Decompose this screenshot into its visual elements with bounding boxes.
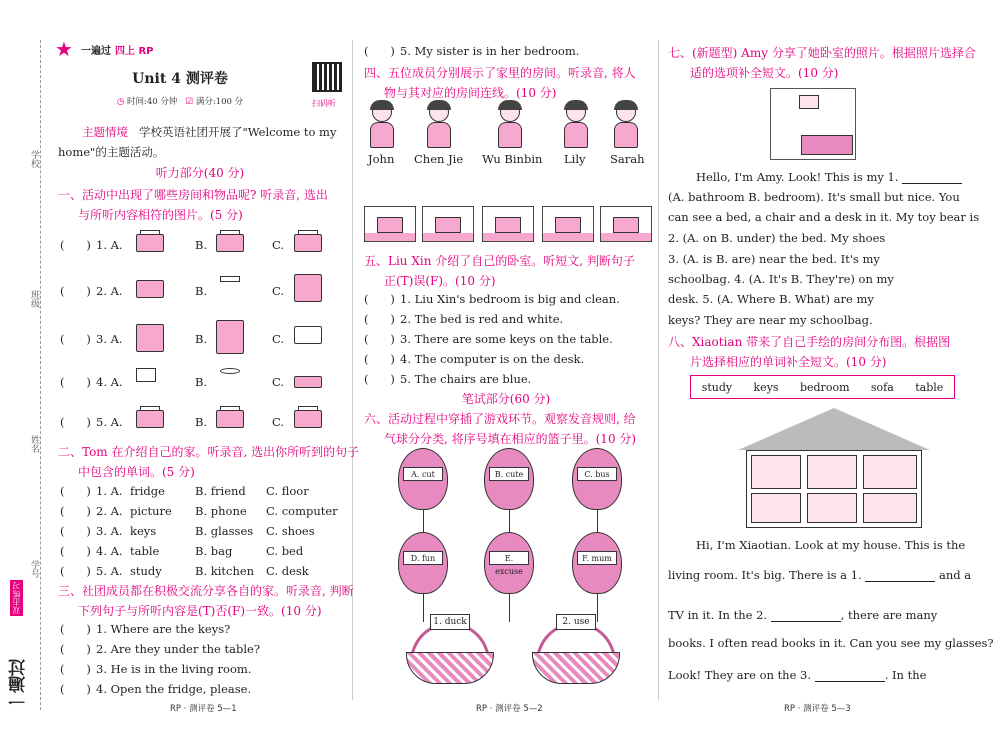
- sec8-line-4: books. I often read books in it. Can you see my glasses?: [668, 636, 994, 650]
- answer-paren[interactable]: ( ): [60, 284, 91, 298]
- sec7-line-8: keys? They are near my schoolbag.: [668, 313, 873, 327]
- answer-paren[interactable]: ( ): [364, 332, 395, 346]
- phone-picture[interactable]: [290, 366, 326, 392]
- sec4-title-2: 物与其对应的房间连线。(10 分): [384, 86, 557, 100]
- option-a: study: [130, 564, 162, 578]
- scenario-label: 主题情境: [82, 125, 128, 139]
- balloon-label: A. cut: [403, 467, 443, 481]
- sec5-item-2: 2. The bed is red and white.: [400, 312, 564, 326]
- vertical-brand: [6, 580, 28, 710]
- answer-paren[interactable]: ( ): [60, 332, 91, 346]
- option-c: C. shoes: [266, 524, 315, 538]
- clock-icon: ◷: [116, 97, 125, 107]
- word-table[interactable]: table: [915, 380, 944, 394]
- answer-paren[interactable]: ( ): [60, 375, 91, 389]
- sec8-line-5: Look! They are on the 3. . In the: [668, 668, 927, 682]
- option-c-label: C.: [272, 332, 285, 346]
- sec5-item-3: 3. There are some keys on the table.: [400, 332, 613, 346]
- balloon-label: C. bus: [577, 467, 617, 481]
- sec6-title-2: 气球分分类, 将序号填在相应的篮子里。(10 分): [384, 432, 637, 446]
- sec2-title-1: 二、Tom 在介绍自己的家。听录音, 选出你所听到的句子: [58, 445, 360, 459]
- sec3-title-2: 下列句子与所听内容是(T)否(F)一致。(10 分): [78, 604, 322, 618]
- brand-name: 一遍过: [81, 45, 111, 57]
- window-icon: [799, 95, 819, 109]
- option-c: C. computer: [266, 504, 338, 518]
- question-number: 4. A.: [96, 544, 123, 558]
- sec1-title-1: 一、活动中出现了哪些房间和物品呢? 听录音, 选出: [58, 188, 328, 202]
- balloon-e[interactable]: [484, 532, 534, 594]
- exam-meta: [55, 95, 305, 107]
- star-logo-icon: ★: [55, 37, 73, 61]
- lily-avatar: [558, 100, 594, 150]
- living-room-picture[interactable]: [132, 228, 168, 254]
- checkbox-icon: ☑: [185, 97, 194, 107]
- listening-heading: 听力部分(40 分): [155, 166, 245, 180]
- blank-1[interactable]: [902, 172, 962, 184]
- room-picture-3[interactable]: [482, 206, 534, 242]
- sec7-line-1: Hello, I'm Amy. Look! This is my 1.: [696, 170, 962, 184]
- round-table-picture[interactable]: [212, 366, 248, 392]
- balloon-b[interactable]: [484, 448, 534, 510]
- word-study[interactable]: study: [701, 380, 733, 394]
- option-a: table: [130, 544, 160, 558]
- room-picture-4[interactable]: [542, 206, 594, 242]
- answer-paren[interactable]: ( ): [60, 415, 91, 429]
- sec5-item-4: 4. The computer is on the desk.: [400, 352, 585, 366]
- option-c: C. bed: [266, 544, 304, 558]
- balloon-label: B. cute: [489, 467, 529, 481]
- answer-paren[interactable]: ( ): [60, 682, 91, 696]
- sec3-item-4: 4. Open the fridge, please.: [96, 682, 252, 696]
- sec7-title-1: 七、(新题型) Amy 分享了她卧室的照片。根据照片选择合: [668, 46, 976, 60]
- qr-label: 扫码听: [312, 99, 336, 108]
- house-floor-plan: [738, 408, 930, 528]
- scenario-text-1: 学校英语社团开展了"Welcome to my: [138, 125, 337, 139]
- answer-paren[interactable]: ( ): [364, 372, 395, 386]
- sec1-title-2: 与所听内容相符的图片。(5 分): [78, 208, 243, 222]
- room-picture-1[interactable]: [364, 206, 416, 242]
- name-label: 姓名: [29, 435, 39, 453]
- balloon-a[interactable]: [398, 448, 448, 510]
- basket-2[interactable]: [526, 614, 626, 684]
- scenario: [82, 124, 344, 140]
- room-picture-5[interactable]: [600, 206, 652, 242]
- word-sofa[interactable]: sofa: [870, 380, 894, 394]
- vertical-brand-name: 一遍过: [9, 659, 29, 710]
- sec6-title-1: 六、活动过程中穿插了游戏环节。观察发音规则, 给: [364, 412, 636, 426]
- sec7-line-2: (A. bathroom B. bedroom). It's small but nice. You: [668, 190, 960, 204]
- sec5-item-1: 1. Liu Xin's bedroom is big and clean.: [400, 292, 620, 306]
- sec3-item-3: 3. He is in the living room.: [96, 662, 252, 676]
- bed-icon: [801, 135, 853, 155]
- sec8-line-3: TV in it. In the 2. , there are many: [668, 608, 938, 622]
- answer-paren[interactable]: ( ): [60, 662, 91, 676]
- basket-label: 1. duck: [430, 614, 470, 630]
- time-limit: 时间:40 分钟: [127, 97, 178, 107]
- name-sarah[interactable]: Sarah: [610, 152, 645, 166]
- full-score: 满分:100 分: [195, 97, 244, 107]
- student-number-label: 学号: [29, 560, 39, 578]
- balloon-string: [509, 594, 510, 622]
- sec3-item-2: 2. Are they under the table?: [96, 642, 260, 656]
- brand-edition: 四上 RP: [115, 45, 154, 57]
- bedroom-picture[interactable]: [212, 228, 248, 254]
- option-b-label: B.: [195, 284, 208, 298]
- option-c-label: C.: [272, 415, 285, 429]
- basket-1[interactable]: [400, 614, 500, 684]
- balloon-label: E. excuse: [489, 551, 529, 565]
- scenario-text-2: home"的主题活动。: [58, 145, 165, 159]
- option-b-label: B.: [195, 375, 208, 389]
- answer-paren[interactable]: ( ): [364, 44, 395, 58]
- blank-3[interactable]: [815, 670, 885, 682]
- balloon-f[interactable]: [572, 532, 622, 594]
- answer-paren[interactable]: ( ): [60, 238, 91, 252]
- blank-2[interactable]: [771, 610, 841, 622]
- option-c: C. desk: [266, 564, 309, 578]
- sec7-line-7: desk. 5. (A. Where B. What) are my: [668, 292, 874, 306]
- name-john[interactable]: John: [368, 152, 395, 166]
- sec5-title-2: 正(T)误(F)。(10 分): [384, 274, 496, 288]
- sec7-line-4: 2. (A. on B. under) the bed. My shoes: [668, 231, 886, 245]
- option-c-label: C.: [272, 238, 285, 252]
- answer-paren[interactable]: ( ): [60, 524, 91, 538]
- sofa-picture[interactable]: [132, 274, 168, 300]
- bedroom-picture[interactable]: [212, 404, 248, 430]
- column-divider-1: [352, 40, 353, 700]
- computer-picture[interactable]: [128, 366, 164, 392]
- answer-paren[interactable]: ( ): [60, 622, 91, 636]
- answer-paren[interactable]: ( ): [364, 292, 395, 306]
- blank-1[interactable]: [865, 570, 935, 582]
- name-lily[interactable]: Lily: [564, 152, 586, 166]
- question-number: 2. A.: [96, 504, 123, 518]
- answer-paren[interactable]: ( ): [60, 484, 91, 498]
- sec8-title-1: 八、Xiaotian 带来了自己手绘的房间分布图。根据图: [668, 335, 951, 349]
- question-number: 1. A.: [96, 484, 123, 498]
- balloon-label: D. fun: [403, 551, 443, 565]
- option-c-label: C.: [272, 375, 285, 389]
- option-c-label: C.: [272, 284, 285, 298]
- option-b-label: B.: [195, 332, 208, 346]
- qr-code-icon[interactable]: [312, 62, 342, 92]
- answer-paren[interactable]: ( ): [60, 564, 91, 578]
- option-c: C. floor: [266, 484, 309, 498]
- sec5-item-5: 5. The chairs are blue.: [400, 372, 532, 386]
- study-picture[interactable]: [290, 228, 326, 254]
- school-label: 学校: [29, 150, 39, 168]
- question-number: 5. A.: [96, 564, 123, 578]
- amy-bedroom-photo: [770, 88, 856, 160]
- john-avatar: [364, 100, 400, 150]
- tv-picture[interactable]: [290, 320, 326, 346]
- question-number: 4. A.: [96, 375, 123, 389]
- sec8-title-2: 片选择相应的单词补全短文。(10 分): [690, 355, 887, 369]
- class-label: 班级: [29, 290, 39, 308]
- house-wall: [746, 450, 922, 528]
- sec3-title-1: 三、社团成员都在积极交流分享各自的家。听录音, 判断: [58, 584, 354, 598]
- question-number: 3. A.: [96, 524, 123, 538]
- footer-page-1: RP · 测评卷 5—1: [170, 704, 237, 714]
- sec7-line-3: can see a bed, a chair and a desk in it. My toy bear is: [668, 210, 980, 224]
- sec3-item-5: 5. My sister is in her bedroom.: [400, 44, 580, 58]
- vertical-brand-tag: 双击练习: [12, 582, 21, 614]
- option-b: B. phone: [195, 504, 247, 518]
- answer-paren[interactable]: ( ): [60, 642, 91, 656]
- chen-jie-avatar: [421, 100, 457, 150]
- answer-paren[interactable]: ( ): [60, 544, 91, 558]
- name-chen-jie[interactable]: Chen Jie: [414, 152, 464, 166]
- cut-line: [40, 40, 41, 710]
- answer-paren[interactable]: ( ): [60, 504, 91, 518]
- option-b-label: B.: [195, 415, 208, 429]
- option-b: B. kitchen: [195, 564, 255, 578]
- answer-paren[interactable]: ( ): [364, 352, 395, 366]
- sec7-line-6: schoolbag. 4. (A. It's B. They're) on my: [668, 272, 894, 286]
- option-b: B. friend: [195, 484, 246, 498]
- sec8-line-2: living room. It's big. There is a 1. and a: [668, 568, 972, 582]
- sec3-item-1: 1. Where are the keys?: [96, 622, 231, 636]
- sec8-line-1: Hi, I'm Xiaotian. Look at my house. This is the: [696, 538, 966, 552]
- footer-page-3: RP · 测评卷 5—3: [784, 704, 851, 714]
- word-bedroom[interactable]: bedroom: [799, 380, 850, 394]
- option-b: B. bag: [195, 544, 233, 558]
- brand-header: [55, 38, 154, 60]
- page-title: Unit 4 测评卷: [132, 71, 228, 87]
- option-a: fridge: [130, 484, 165, 498]
- name-wu-binbin[interactable]: Wu Binbin: [482, 152, 543, 166]
- writing-heading: 笔试部分(60 分): [461, 392, 551, 406]
- sec7-line-5: 3. (A. is B. are) near the bed. It's my: [668, 252, 880, 266]
- wu-binbin-avatar: [492, 100, 528, 150]
- option-a: picture: [130, 504, 172, 518]
- option-a: keys: [130, 524, 157, 538]
- answer-paren[interactable]: ( ): [364, 312, 395, 326]
- question-number: 2. A.: [96, 284, 123, 298]
- study-picture[interactable]: [290, 404, 326, 430]
- sec5-title-1: 五、Liu Xin 介绍了自己的卧室。听短文, 判断句子: [364, 254, 635, 268]
- basket-label: 2. use: [556, 614, 596, 630]
- fridge-picture[interactable]: [212, 316, 248, 356]
- room-picture-2[interactable]: [422, 206, 474, 242]
- word-bank: [690, 375, 955, 399]
- option-b-label: B.: [195, 238, 208, 252]
- sec4-title-1: 四、五位成员分别展示了家里的房间。听录音, 将人: [364, 66, 636, 80]
- roof: [738, 408, 930, 450]
- bed-picture[interactable]: [132, 318, 168, 354]
- footer-page-2: RP · 测评卷 5—2: [476, 704, 543, 714]
- chair-picture[interactable]: [290, 268, 326, 304]
- option-b: B. glasses: [195, 524, 254, 538]
- word-keys[interactable]: keys: [753, 380, 779, 394]
- question-number: 5. A.: [96, 415, 123, 429]
- sarah-avatar: [608, 100, 644, 150]
- question-number: 3. A.: [96, 332, 123, 346]
- living-room-picture[interactable]: [132, 404, 168, 430]
- question-number: 1. A.: [96, 238, 123, 252]
- column-divider-2: [658, 40, 659, 700]
- sec7-title-2: 适的选项补全短文。(10 分): [690, 66, 839, 80]
- balloon-c[interactable]: [572, 448, 622, 510]
- balloon-label: F. mum: [577, 551, 617, 565]
- balloon-d[interactable]: [398, 532, 448, 594]
- sec2-title-2: 中包含的单词。(5 分): [78, 465, 195, 479]
- table-picture[interactable]: [212, 274, 248, 300]
